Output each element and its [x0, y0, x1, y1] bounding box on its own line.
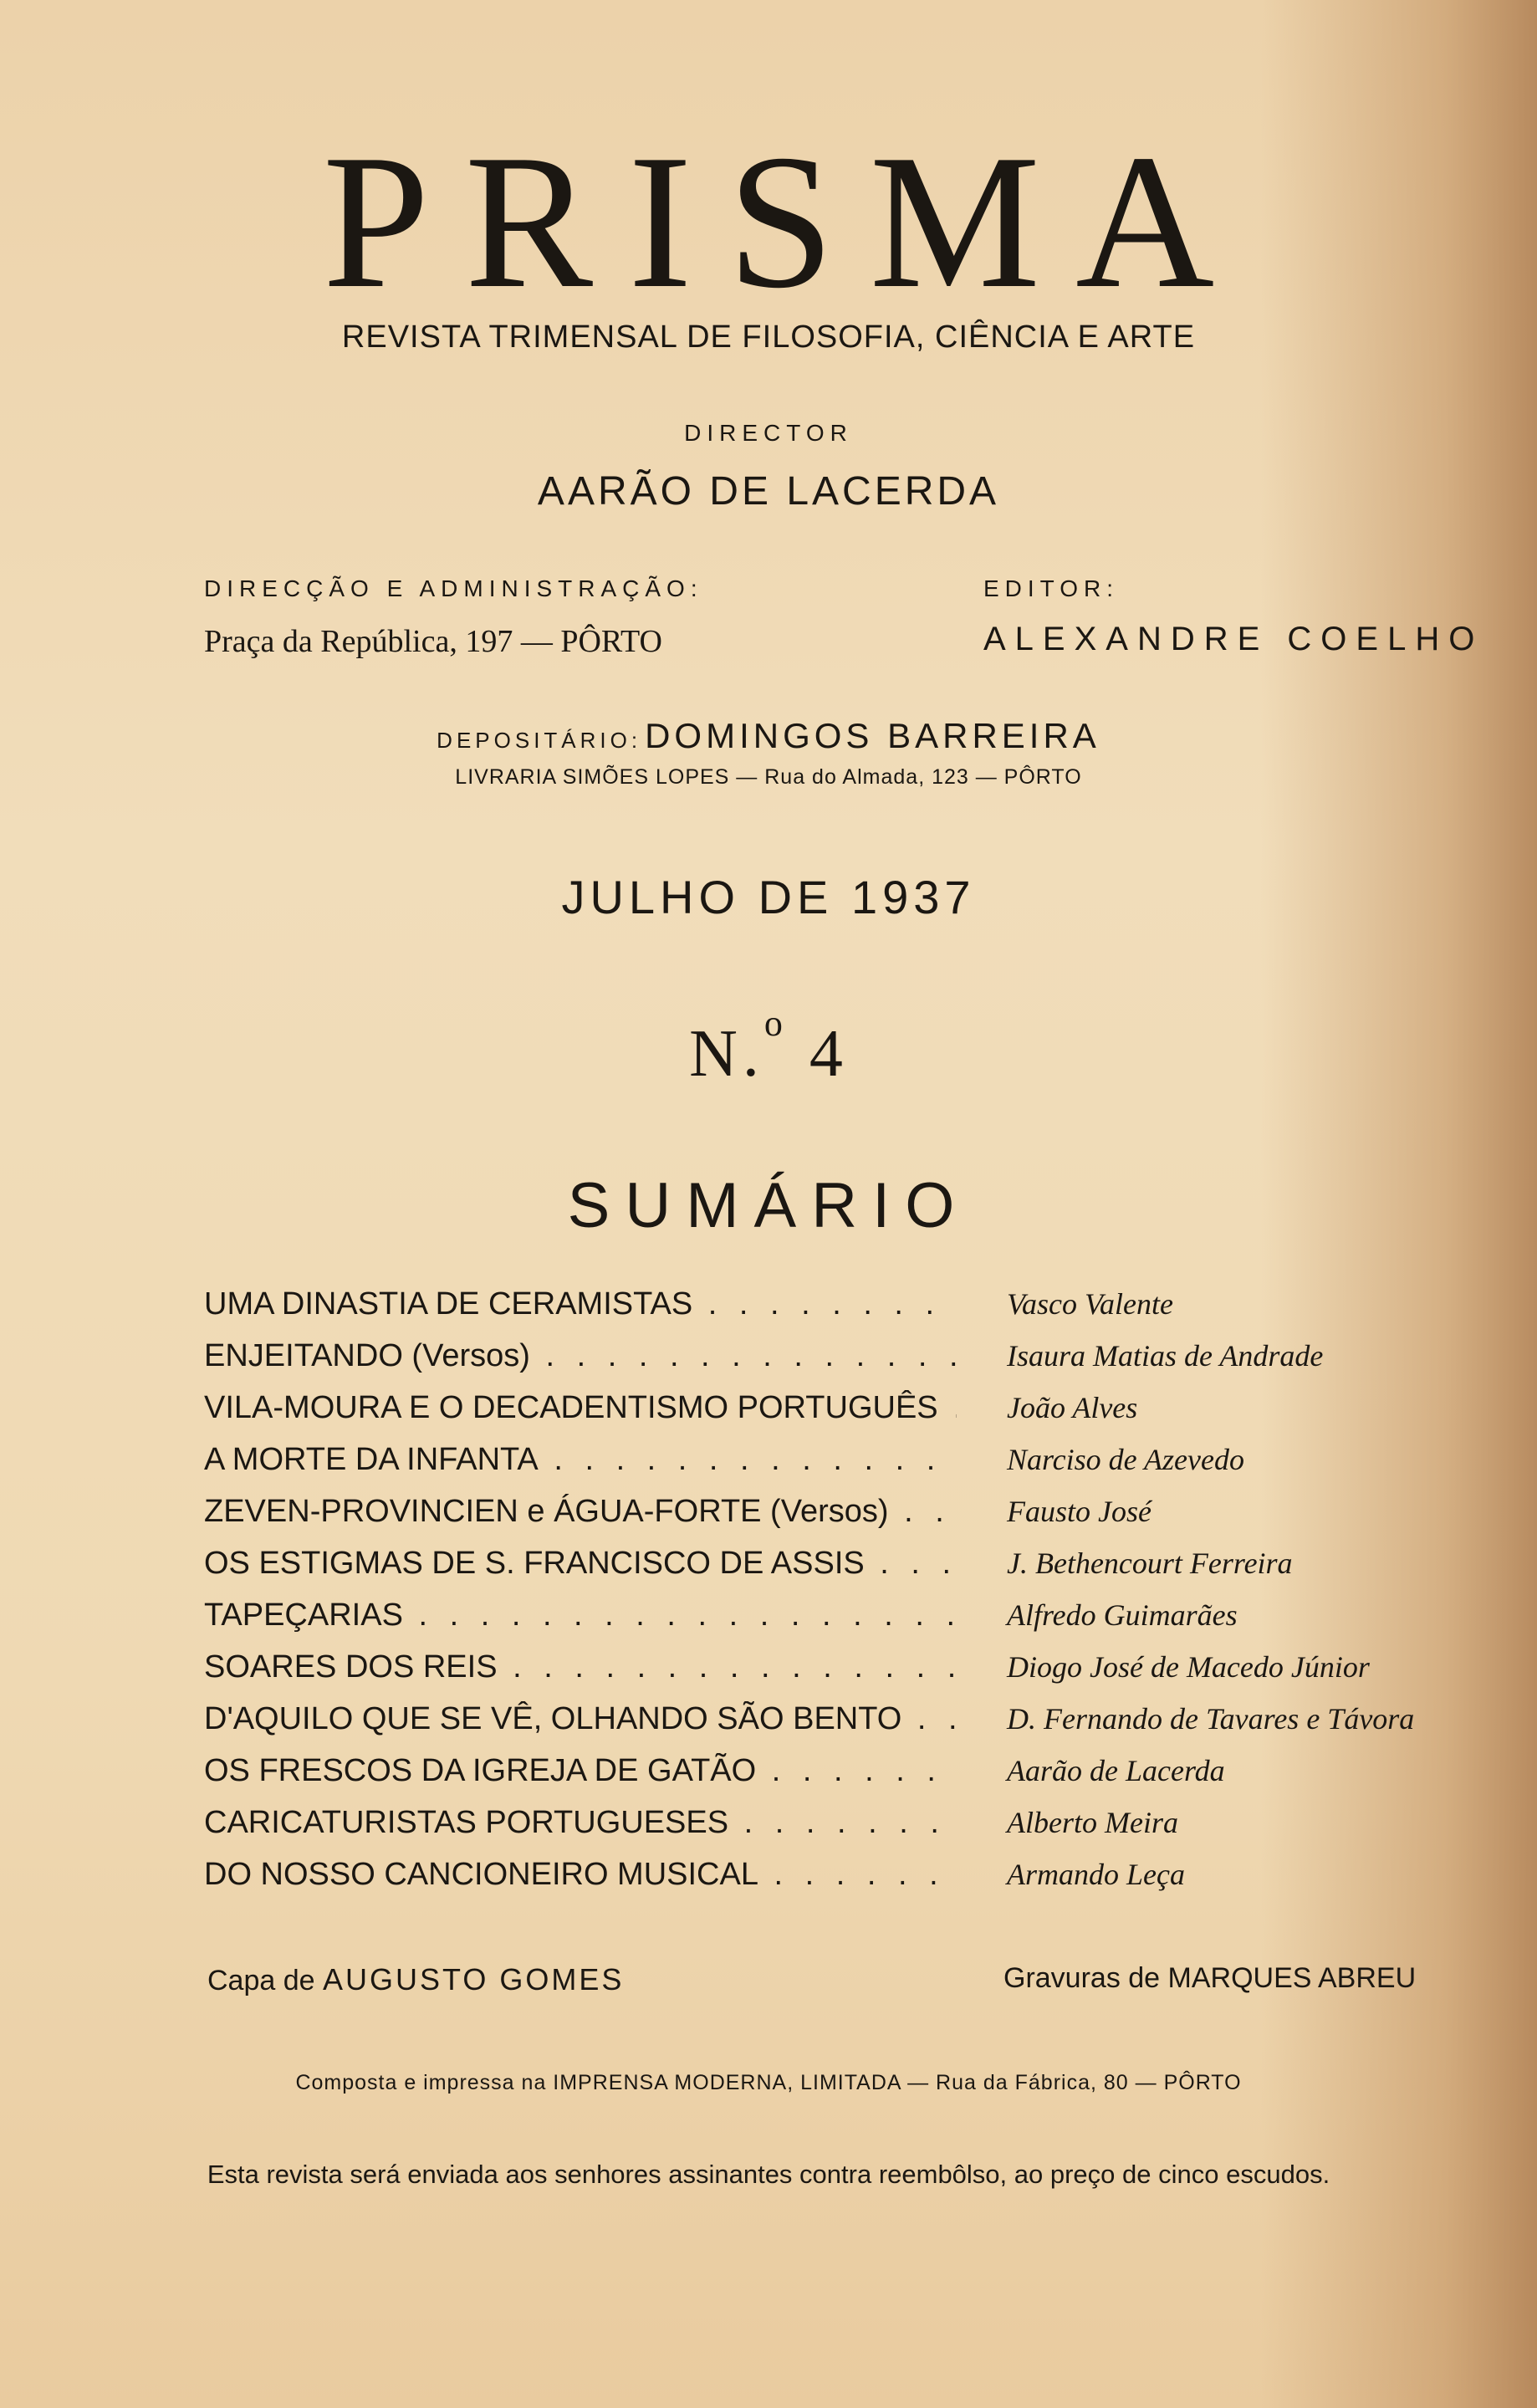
toc-entry	[204, 1753, 1458, 1805]
toc-entry-title: OS ESTIGMAS DE S. FRANCISCO DE ASSIS . . .	[204, 1546, 957, 1582]
toc-entry	[204, 1805, 1458, 1857]
masthead-title: PRISMA	[322, 115, 1250, 328]
toc-entry	[204, 1598, 1458, 1649]
toc-entry-title: D'AQUILO QUE SE VÊ, OLHANDO SÃO BENTO . . .	[204, 1701, 957, 1737]
depositary-name: DOMINGOS BARREIRA	[645, 716, 1100, 755]
director-name: AARÃO DE LACERDA	[537, 469, 1000, 514]
toc-entry-author: Narciso de Azevedo	[1007, 1443, 1244, 1476]
printer-imprint: Composta e impressa na IMPRENSA MODERNA, LIMITADA — Rua da Fábrica, 80 — PÔRTO	[295, 2071, 1242, 2094]
table-of-contents	[204, 1286, 1458, 1909]
administration-address: Praça da República, 197 — PÔRTO	[204, 624, 662, 659]
toc-entry-author: Alberto Meira	[1007, 1806, 1178, 1839]
toc-entry	[204, 1701, 1458, 1753]
toc-entry-author: Alfredo Guimarães	[1007, 1598, 1238, 1632]
depositary-line	[0, 716, 1537, 756]
toc-entry-author: Armando Leça	[1007, 1858, 1185, 1891]
toc-entry-author: D. Fernando de Tavares e Távora	[1007, 1702, 1415, 1736]
depositary-store: LIVRARIA SIMÕES LOPES — Rua do Almada, 123 — PÔRTO	[455, 765, 1082, 789]
toc-entry	[204, 1857, 1458, 1909]
toc-entry-author: Aarão de Lacerda	[1007, 1754, 1225, 1787]
director-label: DIRECTOR	[684, 420, 853, 446]
toc-entry-title: A MORTE DA INFANTA . . .	[204, 1442, 957, 1478]
toc-entry	[204, 1286, 1458, 1338]
toc-entry	[204, 1494, 1458, 1546]
depositary-label: DEPOSITÁRIO:	[437, 728, 642, 753]
administration-label: DIRECÇÃO E ADMINISTRAÇÃO:	[204, 575, 703, 601]
issue-number-ordinal: o	[763, 1003, 788, 1044]
editor-name: ALEXANDRE COELHO	[983, 621, 1484, 657]
toc-entry	[204, 1546, 1458, 1598]
toc-entry-author: J. Bethencourt Ferreira	[1007, 1547, 1293, 1580]
cover-credit	[207, 1962, 624, 1997]
issue-number	[0, 1002, 1537, 1092]
toc-entry-title: TAPEÇARIAS . . .	[204, 1598, 957, 1633]
editor-label: EDITOR:	[983, 575, 1120, 601]
toc-entry-title: CARICATURISTAS PORTUGUESES . . .	[204, 1805, 957, 1841]
summary-heading: SUMÁRIO	[567, 1170, 970, 1241]
toc-entry-title: DO NOSSO CANCIONEIRO MUSICAL . . .	[204, 1857, 957, 1893]
toc-entry-title: OS FRESCOS DA IGREJA DE GATÃO . . .	[204, 1753, 957, 1789]
toc-entry	[204, 1649, 1458, 1701]
toc-entry-author: Vasco Valente	[1007, 1287, 1173, 1321]
toc-entry-title: VILA-MOURA E O DECADENTISMO PORTUGUÊS . . .	[204, 1390, 957, 1426]
toc-entry-title: ZEVEN-PROVINCIEN e ÁGUA-FORTE (Versos) . . .	[204, 1494, 957, 1530]
issue-number-prefix: N.	[689, 1017, 764, 1091]
cover-artist: AUGUSTO GOMES	[323, 1962, 625, 1996]
cover-credit-prefix: Capa de	[207, 1965, 315, 1996]
toc-entry-title: SOARES DOS REIS . . .	[204, 1649, 957, 1685]
toc-entry	[204, 1390, 1458, 1442]
toc-entry-author: Fausto José	[1007, 1495, 1151, 1528]
subscription-notice: Esta revista será enviada aos senhores assinantes contra reembôlso, ao preço de cinco escudos.	[207, 2160, 1330, 2189]
toc-entry-author: Diogo José de Macedo Júnior	[1007, 1650, 1370, 1684]
toc-entry	[204, 1338, 1458, 1390]
toc-entry-title: UMA DINASTIA DE CERAMISTAS . . .	[204, 1286, 957, 1322]
engravings-credit: Gravuras de MARQUES ABREU	[1003, 1962, 1417, 1994]
issue-date: JULHO DE 1937	[561, 871, 976, 923]
toc-entry-author: Isaura Matias de Andrade	[1007, 1339, 1324, 1373]
issue-number-value: 4	[809, 1017, 848, 1091]
toc-entry-author: João Alves	[1007, 1391, 1138, 1424]
toc-entry-title: ENJEITANDO (Versos) . . .	[204, 1338, 957, 1374]
toc-entry	[204, 1442, 1458, 1494]
masthead-subtitle: REVISTA TRIMENSAL DE FILOSOFIA, CIÊNCIA E ARTE	[341, 320, 1196, 355]
